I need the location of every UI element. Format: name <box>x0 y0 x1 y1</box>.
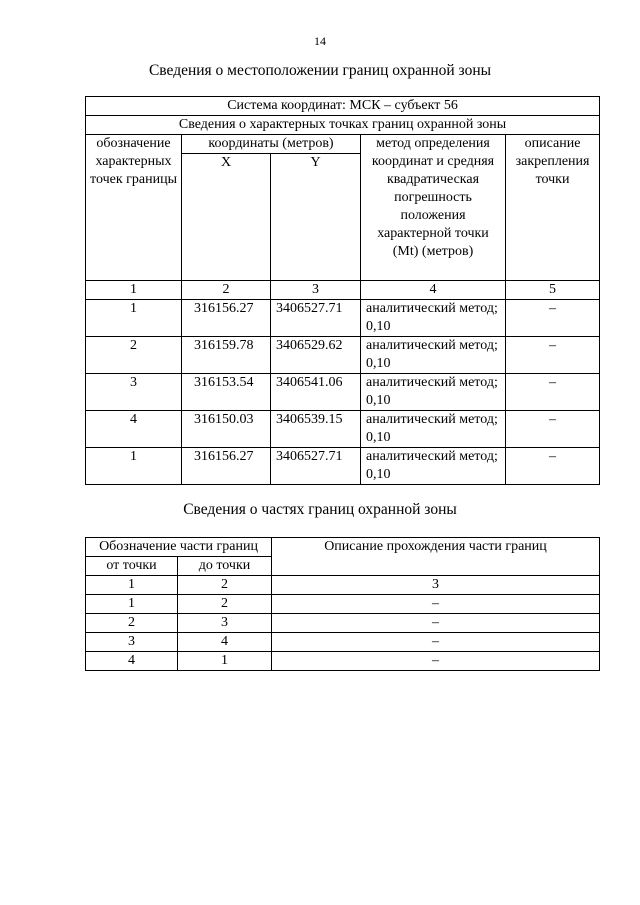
table-header-row <box>86 135 600 154</box>
point-cell: 1 <box>86 300 182 337</box>
col-x: X <box>182 154 271 281</box>
table-row <box>86 337 600 374</box>
col-from: от точки <box>86 557 178 576</box>
table-row <box>86 595 600 614</box>
desc-cell: – <box>506 300 600 337</box>
x-cell: 316156.27 <box>182 448 271 485</box>
desc-cell: – <box>506 337 600 374</box>
boundary-parts-table <box>85 537 600 671</box>
part-desc-cell: – <box>272 595 600 614</box>
col-part-description: Описание прохождения части границ <box>272 538 600 576</box>
to-cell: 4 <box>178 633 272 652</box>
from-cell: 2 <box>86 614 178 633</box>
col-number: 2 <box>182 281 271 300</box>
y-cell: 3406529.62 <box>271 337 361 374</box>
from-cell: 3 <box>86 633 178 652</box>
table-header-row <box>86 116 600 135</box>
table-row <box>86 300 600 337</box>
y-cell: 3406527.71 <box>271 448 361 485</box>
x-cell: 316150.03 <box>182 411 271 448</box>
to-cell: 1 <box>178 652 272 671</box>
col-number: 5 <box>506 281 600 300</box>
table-row <box>86 652 600 671</box>
desc-cell: – <box>506 448 600 485</box>
from-cell: 4 <box>86 652 178 671</box>
col-number: 2 <box>178 576 272 595</box>
table-header-row <box>86 97 600 116</box>
method-cell: аналитический метод; 0,10 <box>361 448 506 485</box>
boundary-points-table <box>85 96 600 485</box>
points-header: Сведения о характерных точках границ охранной зоны <box>86 116 600 135</box>
col-coords: координаты (метров) <box>182 135 361 154</box>
table-row <box>86 614 600 633</box>
col-part-designation: Обозначение части границ <box>86 538 272 557</box>
section1-title: Сведения о местоположении границ охранной зоны <box>148 62 492 79</box>
section2-title: Сведения о частях границ охранной зоны <box>183 501 457 518</box>
coord-system-label: Система координат: МСК – субъект 56 <box>86 97 600 116</box>
point-cell: 1 <box>86 448 182 485</box>
x-cell: 316156.27 <box>182 300 271 337</box>
column-number-row <box>86 281 600 300</box>
point-cell: 3 <box>86 374 182 411</box>
y-cell: 3406541.06 <box>271 374 361 411</box>
part-desc-cell: – <box>272 614 600 633</box>
y-cell: 3406539.15 <box>271 411 361 448</box>
y-cell: 3406527.71 <box>271 300 361 337</box>
col-number: 3 <box>271 281 361 300</box>
table-row <box>86 448 600 485</box>
part-desc-cell: – <box>272 652 600 671</box>
method-cell: аналитический метод; 0,10 <box>361 300 506 337</box>
method-cell: аналитический метод; 0,10 <box>361 337 506 374</box>
from-cell: 1 <box>86 595 178 614</box>
point-cell: 2 <box>86 337 182 374</box>
table-row <box>86 633 600 652</box>
point-cell: 4 <box>86 411 182 448</box>
page-number: 14 <box>314 34 326 48</box>
col-number: 4 <box>361 281 506 300</box>
col-designation: обозначение характерных точек границы <box>86 135 182 281</box>
col-to: до точки <box>178 557 272 576</box>
col-number: 3 <box>272 576 600 595</box>
col-description: описание закрепления точки <box>506 135 600 281</box>
part-desc-cell: – <box>272 633 600 652</box>
table-row <box>86 374 600 411</box>
method-cell: аналитический метод; 0,10 <box>361 374 506 411</box>
desc-cell: – <box>506 374 600 411</box>
column-number-row <box>86 576 600 595</box>
to-cell: 2 <box>178 595 272 614</box>
col-number: 1 <box>86 576 178 595</box>
desc-cell: – <box>506 411 600 448</box>
x-cell: 316153.54 <box>182 374 271 411</box>
col-number: 1 <box>86 281 182 300</box>
table-row <box>86 411 600 448</box>
col-method: метод определения координат и средняя квадратическая погрешность положения характерной точки (Mt) (метров) <box>361 135 506 281</box>
x-cell: 316159.78 <box>182 337 271 374</box>
table-header-row <box>86 538 600 557</box>
to-cell: 3 <box>178 614 272 633</box>
method-cell: аналитический метод; 0,10 <box>361 411 506 448</box>
col-y: Y <box>271 154 361 281</box>
